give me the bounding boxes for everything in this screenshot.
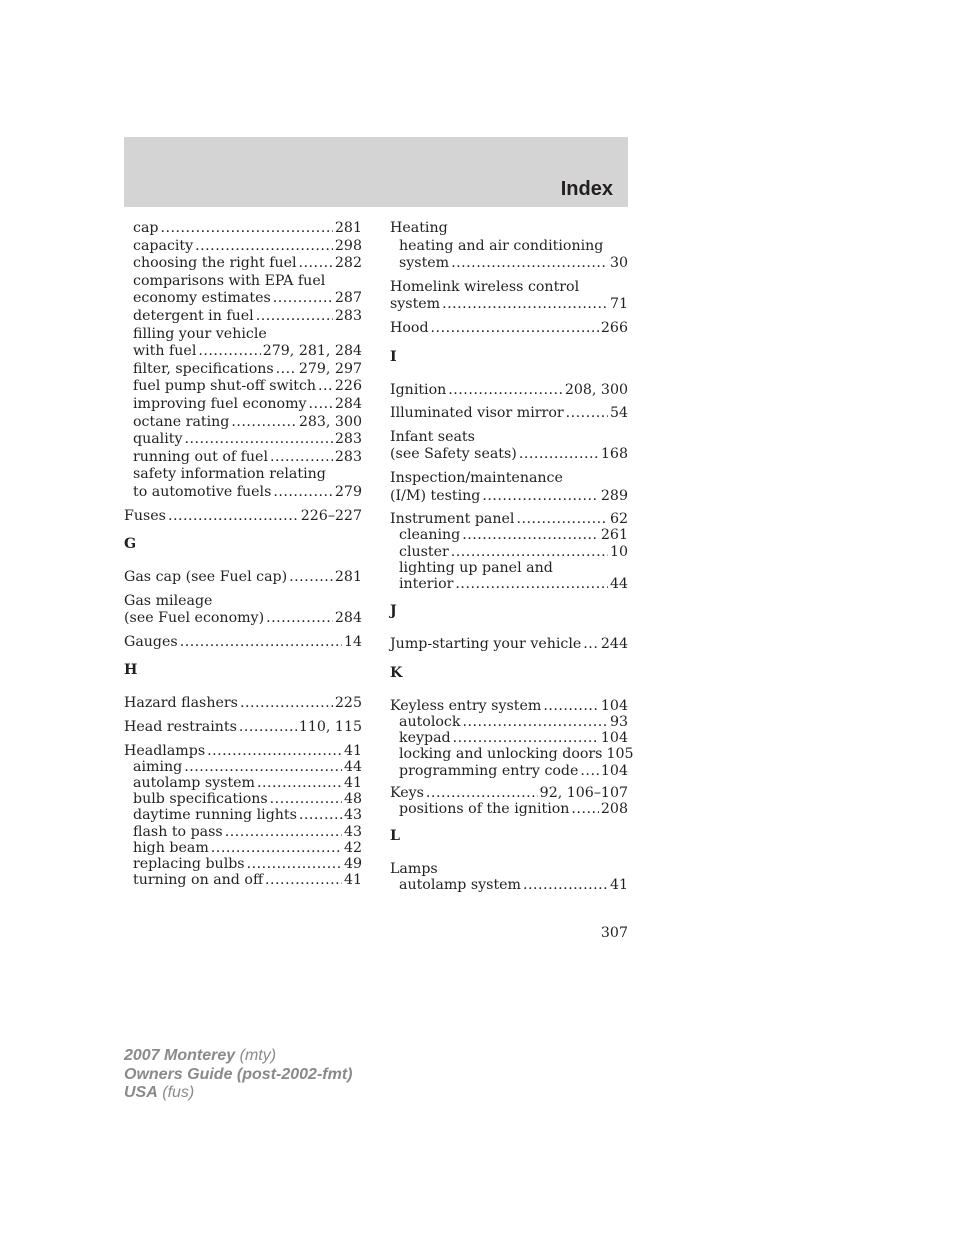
section-letter-k: K bbox=[390, 664, 403, 681]
index-subentry-interior[interactable]: interior ..... 44 bbox=[390, 576, 628, 592]
index-subentry-lighting-heading: lighting up panel and bbox=[399, 559, 553, 576]
index-subentry-heating-ac: heating and air conditioning bbox=[399, 237, 604, 254]
index-subentry[interactable]: flash to pass ..... 43 bbox=[124, 824, 362, 840]
index-entry-lamps: Lamps bbox=[390, 861, 438, 878]
index-subentry[interactable]: economy estimates ..... 287 bbox=[124, 290, 362, 308]
footer-region: USA bbox=[124, 1084, 158, 1101]
page-number: 307 bbox=[600, 925, 628, 941]
index-entry-visor-mirror[interactable]: Illuminated visor mirror ..... 54 bbox=[390, 405, 628, 423]
index-entry-head-restraints[interactable]: Head restraints ..... 110, 115 bbox=[124, 719, 362, 737]
index-subentry[interactable]: daytime running lights ..... 43 bbox=[124, 807, 362, 823]
index-entry-gas-cap[interactable]: Gas cap (see Fuel cap) ..... 281 bbox=[124, 569, 362, 587]
index-subentry[interactable]: detergent in fuel ..... 283 bbox=[124, 308, 362, 326]
index-entry-infant-heading: Infant seats bbox=[390, 428, 475, 445]
index-subentry[interactable]: high beam ..... 42 bbox=[124, 840, 362, 856]
footer-guide: Owners Guide (post-2002-fmt) bbox=[124, 1065, 353, 1083]
index-subentry-cleaning[interactable]: cleaning ..... 261 bbox=[390, 527, 628, 543]
index-column-right bbox=[390, 220, 634, 894]
index-entry-gauges[interactable]: Gauges ..... 14 bbox=[124, 634, 362, 652]
index-entry-gas-mileage[interactable]: (see Fuel economy) ..... 284 bbox=[124, 610, 362, 628]
footer-model-code: (mty) bbox=[239, 1047, 277, 1064]
index-subentry[interactable]: choosing the right fuel ..... 282 bbox=[124, 255, 362, 273]
index-entry-inspection[interactable]: (I/M) testing ..... 289 bbox=[390, 488, 628, 506]
index-subentry: comparisons with EPA fuel bbox=[133, 272, 326, 289]
footer-model: 2007 Monterey bbox=[124, 1047, 236, 1064]
section-letter-l: L bbox=[390, 828, 400, 845]
index-entry-keyless-entry[interactable]: Keyless entry system ..... 104 bbox=[390, 698, 628, 714]
index-entry-instrument-panel[interactable]: Instrument panel ..... 62 bbox=[390, 511, 628, 527]
index-subentry[interactable]: autolock ..... 93 bbox=[390, 714, 628, 730]
index-entry-homelink[interactable]: system ..... 71 bbox=[390, 296, 628, 314]
index-column-left bbox=[124, 220, 362, 888]
index-subentry[interactable]: quality ..... 283 bbox=[124, 431, 362, 449]
index-entry-keys[interactable]: Keys ..... 92, 106–107 bbox=[390, 785, 628, 801]
index-subentry[interactable]: running out of fuel ..... 283 bbox=[124, 449, 362, 467]
index-subentry[interactable]: replacing bulbs ..... 49 bbox=[124, 856, 362, 872]
index-entry-hazard-flashers[interactable]: Hazard flashers ..... 225 bbox=[124, 695, 362, 713]
index-entry-gas-mileage-heading: Gas mileage bbox=[124, 592, 213, 609]
index-subentry[interactable]: autolamp system ..... 41 bbox=[124, 775, 362, 791]
index-subentry[interactable]: improving fuel economy ..... 284 bbox=[124, 396, 362, 414]
index-entry-inspection-heading: Inspection/maintenance bbox=[390, 469, 563, 486]
index-entry-fuses[interactable]: Fuses ..... 226–227 bbox=[124, 508, 362, 526]
index-subentry[interactable]: keypad ..... 104 bbox=[390, 730, 628, 746]
index-subentry[interactable]: fuel pump shut-off switch ..... 226 bbox=[124, 378, 362, 396]
index-subentry: filling your vehicle bbox=[133, 325, 267, 342]
index-entry-heating: Heating bbox=[390, 220, 448, 236]
index-subentry[interactable]: cap ..... 281 bbox=[124, 220, 362, 238]
section-letter-i: I bbox=[390, 348, 397, 365]
index-subentry[interactable]: bulb specifications ..... 48 bbox=[124, 791, 362, 807]
index-entry-ignition[interactable]: Ignition ..... 208, 300 bbox=[390, 382, 628, 400]
footer-region-code: (fus) bbox=[162, 1084, 195, 1101]
index-entry-infant-seats[interactable]: (see Safety seats) ..... 168 bbox=[390, 446, 628, 464]
index-subentry-heating-system[interactable]: system ..... 30 bbox=[390, 255, 628, 273]
index-subentry-cluster[interactable]: cluster ..... 10 bbox=[390, 544, 628, 560]
section-letter-g: G bbox=[124, 536, 137, 553]
section-letter-j: J bbox=[390, 603, 397, 620]
index-subentry[interactable]: filter, specifications ..... 279, 297 bbox=[124, 361, 362, 379]
index-subentry[interactable]: with fuel ..... 279, 281, 284 bbox=[124, 343, 362, 361]
index-entry-headlamps[interactable]: Headlamps ..... 41 bbox=[124, 743, 362, 759]
header-bar bbox=[124, 137, 628, 207]
index-subentry[interactable]: aiming ..... 44 bbox=[124, 759, 362, 775]
document-footer bbox=[124, 1047, 352, 1103]
index-subentry[interactable]: capacity ..... 298 bbox=[124, 238, 362, 256]
index-subentry[interactable]: programming entry code ..... 104 bbox=[390, 763, 628, 779]
index-subentry[interactable]: turning on and off ..... 41 bbox=[124, 872, 362, 888]
index-entry-homelink-heading: Homelink wireless control bbox=[390, 278, 580, 295]
index-subentry[interactable]: to automotive fuels ..... 279 bbox=[124, 484, 362, 502]
index-subentry: safety information relating bbox=[133, 466, 326, 483]
section-letter-h: H bbox=[124, 662, 138, 679]
index-entry-hood[interactable]: Hood ..... 266 bbox=[390, 320, 628, 338]
index-subentry[interactable]: octane rating ..... 283, 300 bbox=[124, 414, 362, 432]
index-subentry[interactable]: locking and unlocking doors 105 bbox=[399, 746, 634, 763]
index-subentry-ignition-positions[interactable]: positions of the ignition ..... 208 bbox=[390, 801, 628, 817]
index-subentry-autolamp[interactable]: autolamp system ..... 41 bbox=[390, 877, 628, 893]
index-entry-jump-starting[interactable]: Jump-starting your vehicle ..... 244 bbox=[390, 636, 628, 654]
page-title: Index bbox=[560, 178, 613, 200]
